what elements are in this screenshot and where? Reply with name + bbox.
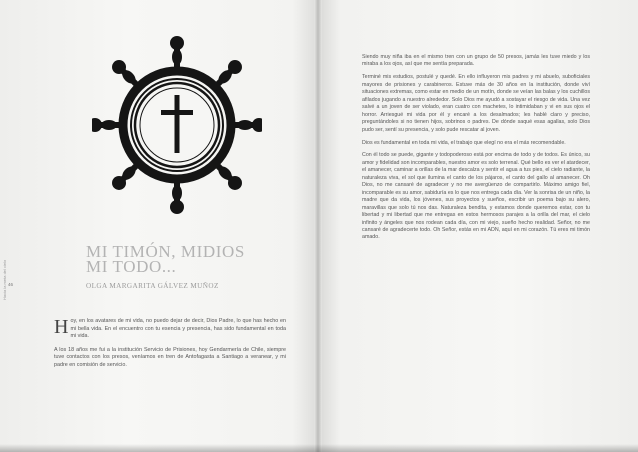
paragraph: Con él todo se puede, gigante y todopoderoso está por encima de todo y de todos. Es único, su amor y fidelidad son incomparables, nuestro amor es solo terrenal. Qué bello es ver el atardecer, el amanecer, caminar a orillas de la mar descalza y sentir el agua a tus pies, el cielo radiante, la naturaleza viva, el sol que ilumina el canto de los pájaros, el canto del gallo al amanecer. Oh Dios, no me cansaré de agradecer y no me avergüenzo de compartirlo. Máximo amigo fiel, incomparable es su amor, sabiduría es lo que nos entrega cada día. Ver la sonrisa de un niño, la madre que da vida, los jóvenes, sus proyectos y sueños, escribir un poema bajo su alero, maravillas que solo tú nos das. Naturaleza bendita, y estamos donde queremos estar, con tu libertad y mi libertad que me entregas en estos hermosos parajes a la orilla del mar, el cielo infinito y ángeles que nos rodean cada día, con mi viejo, sueño hecho realidad. Señor, no me cansaré de agradecerte todo. Oh Señor, estás en mi ADN, aquí en mi corazón. Tú eres mi timón amado.	[362, 152, 590, 241]
paragraph: Siendo muy niña iba en el mismo tren con un grupo de 50 presos, jamás les tuve miedo y los miraba a los ojos, así que me sentía preparada.	[362, 54, 590, 68]
title-line: MI TIMÓN, MIDIOS	[86, 242, 245, 261]
paragraph: A los 18 años me fui a la institución Servicio de Prisiones, hoy Gendarmería de Chile, siempre tuve contactos con los presos, veníamos en tren de Antofagasta a Santiago a veranear, y mi padre en comisión de servicio.	[54, 346, 286, 368]
book-gutter	[314, 0, 322, 452]
paragraph	[54, 318, 286, 341]
left-body-text	[54, 318, 286, 375]
drop-cap: H	[54, 316, 69, 338]
right-body-text	[362, 54, 590, 247]
page-edge-shadow	[0, 444, 638, 452]
paragraph-text: oy, en los avatares de mi vida, no puedo dejar de decir, Dios Padre, lo que has hecho en mi bella vida. En el encuentro con tu esencia y presencia, has sido fundamental en toda mi vida.	[70, 318, 286, 339]
paragraph: Terminé mis estudios, postulé y quedé. En ello influyeron mis padres y mi abuelo, suboficiales mayores de prisiones y carabineros. Estuve más de 30 años en la institución, donde viví situaciones extremas, como estar en medio de un motín, donde se veían las balas y los cuchillos afilados jugando a nuestro alrededor. Solo Dios me ayudó a sostayar el riesgo de vida. Una vez salvé a un joven de ser violado, eran cuatro con machetes, lo intimidaban y vi en sus ojos el horror. Arriesgué mi vida por él y encaré a los desalmados; les hablé claro y preciso, preguntándoles si no tienen hijos, sobrinos o padres. De dónde saqué esas agallas, solo Dios pudo ser, sentí su presencia, y solo pude rescatar al joven.	[362, 74, 590, 133]
margin-note: Hacia la meta del cielo	[2, 259, 7, 300]
author-name: OLGA MARGARITA GÁLVEZ MUÑOZ	[86, 282, 219, 290]
title-line: MI TODO...	[86, 257, 177, 276]
paragraph: Dios es fundamental en toda mi vida, el trabajo que elegí no era el más recomendable.	[362, 139, 566, 146]
page-number: 46	[8, 282, 14, 287]
chapter-title	[86, 244, 276, 274]
ship-wheel-with-cross-icon	[92, 30, 262, 220]
